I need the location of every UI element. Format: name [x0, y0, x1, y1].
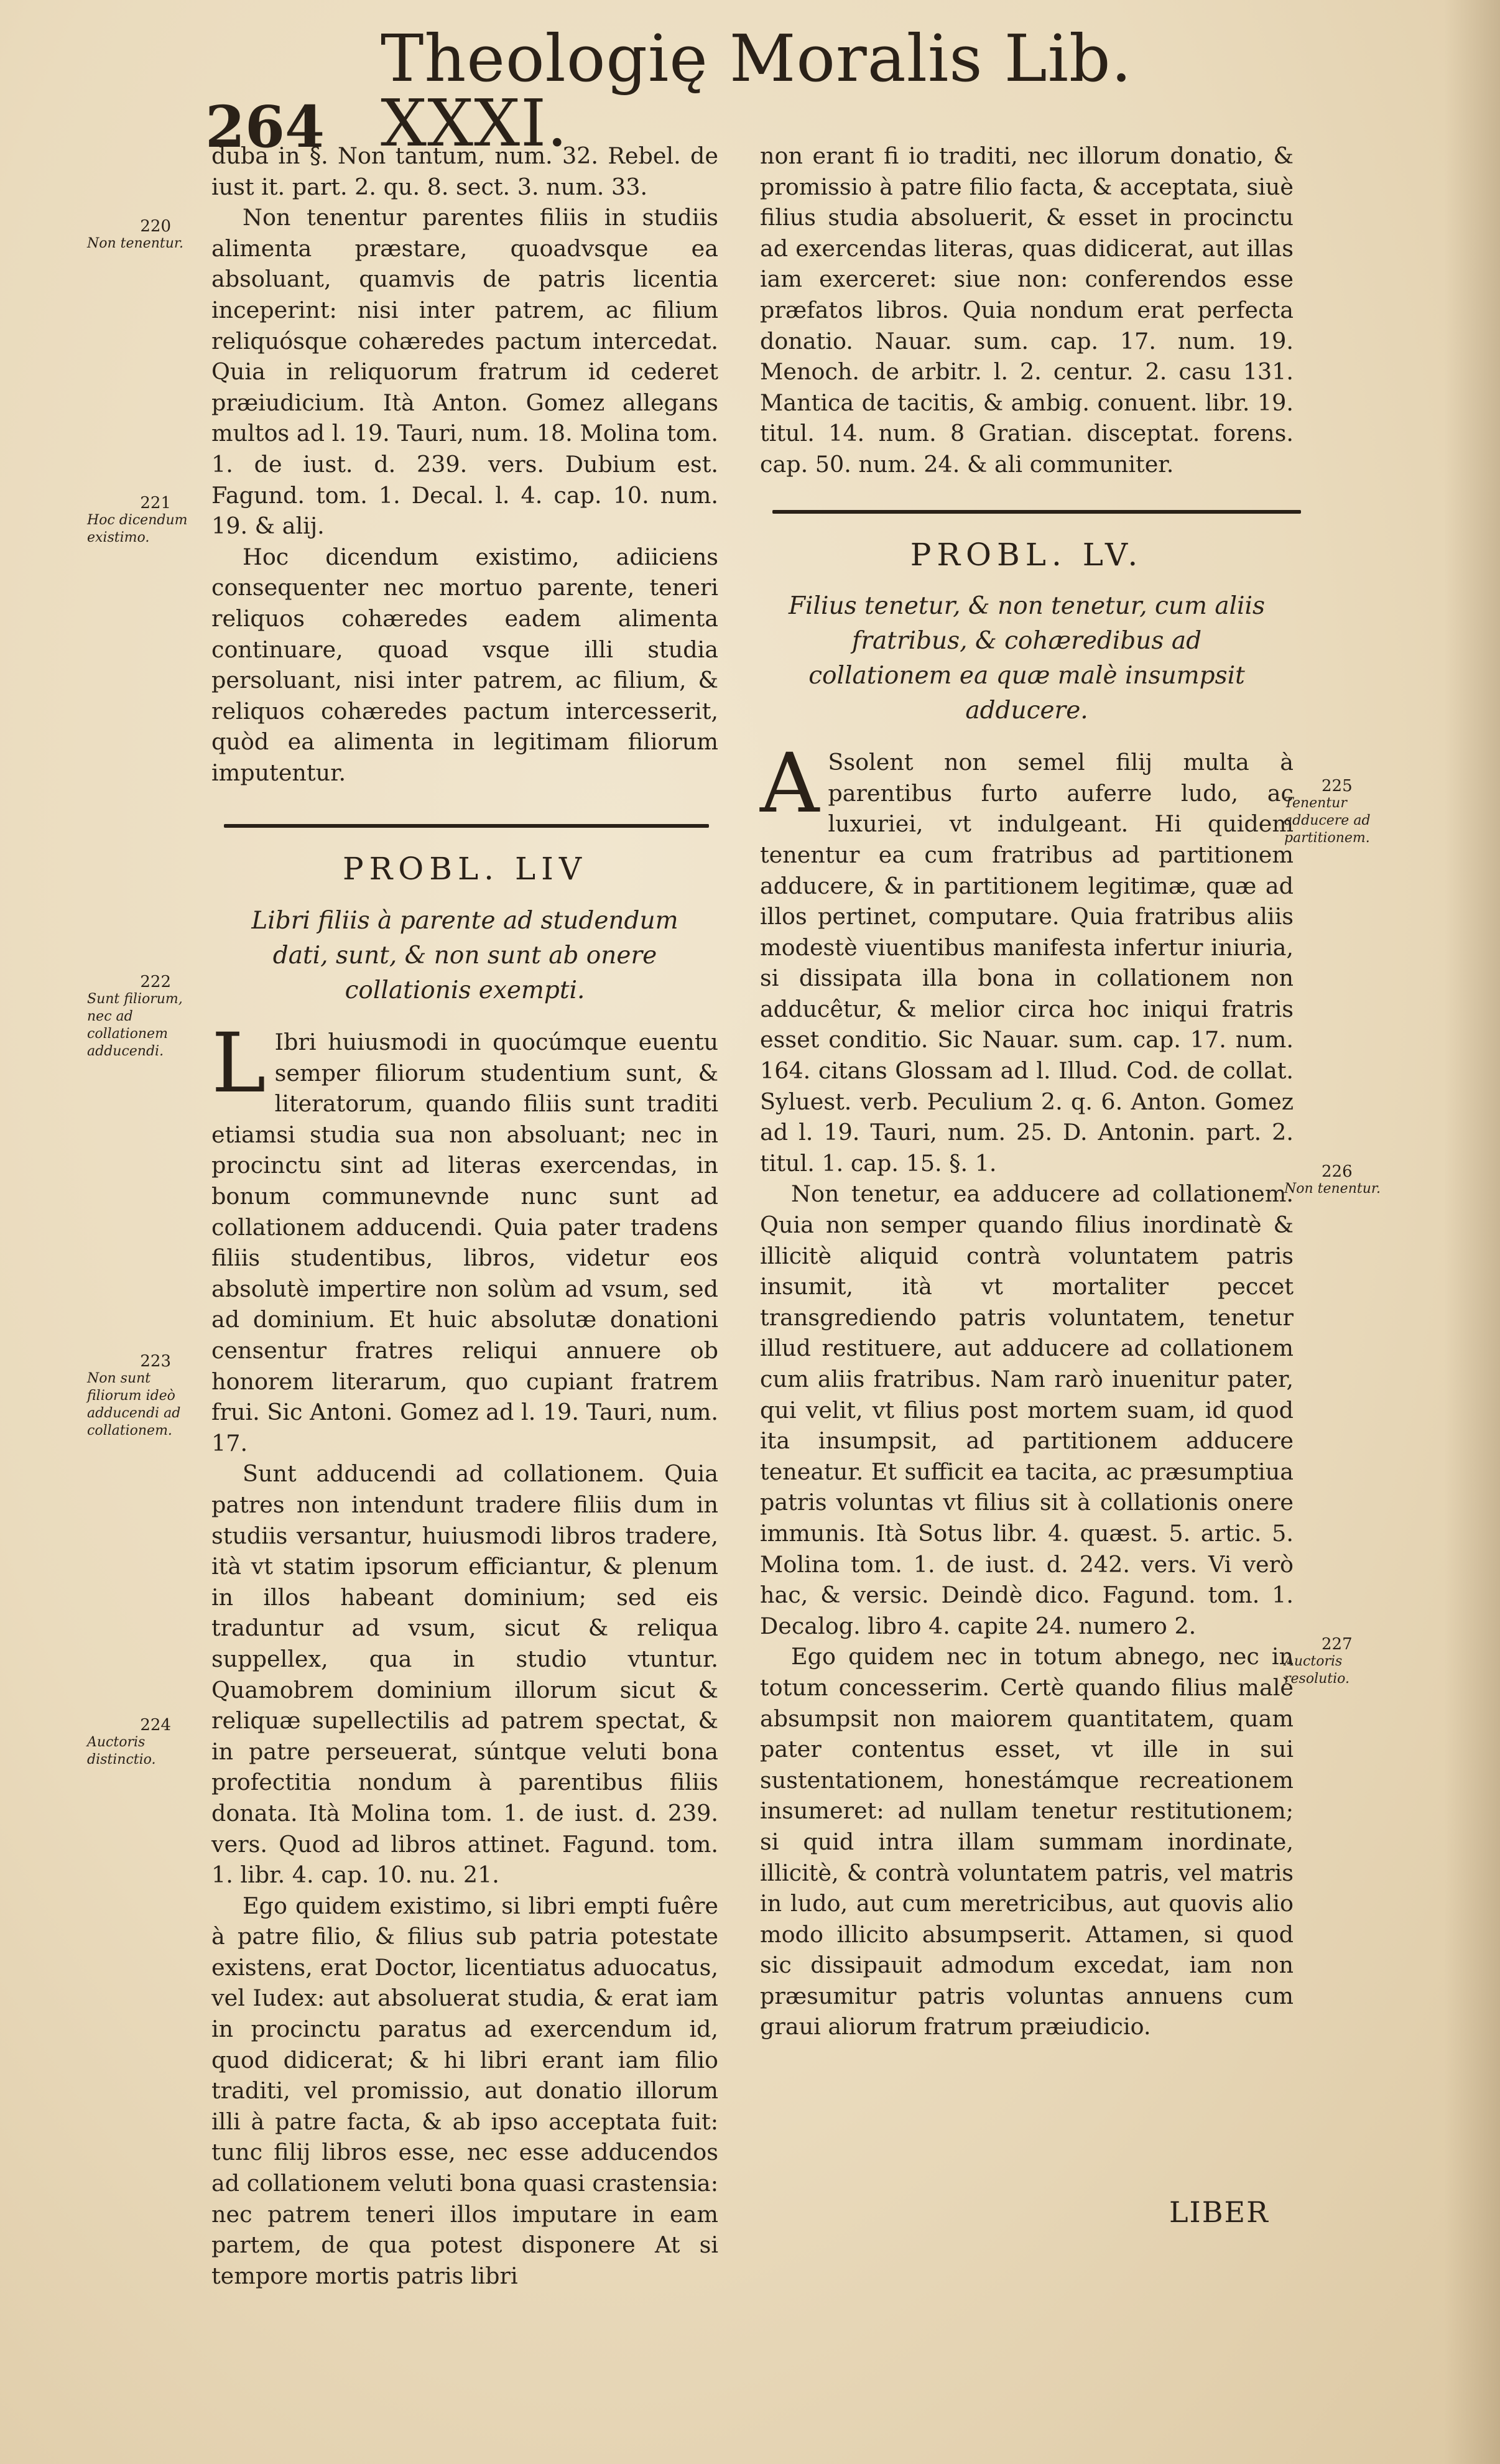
margin-note-number: 226	[1322, 1162, 1353, 1181]
margin-note-text: Hoc dicendum existimo.	[87, 512, 188, 545]
margin-note-number: 221	[140, 494, 171, 512]
paragraph-225-text: Ssolent non semel filij multa à parentibus furto auferre ludo, ac luxuriei, vt indulgeant. Hi quidem tenentur ea cum fratribus ad partitionem adducere, & in partitionem legitimæ, quæ ad illos pertinet, computare. Quia fratribus aliis modestè viuentibus manifesta infertur iniuria, si dissipata illa bona in collationem non adducêtur, & melior circa hoc iniqui fratris esset conditio. Sic Nauar. sum. cap. 17. num. 164. citans Glossam ad l. Illud. Cod. de collat. Syluest. verb. Peculium 2. q. 6. Anton. Gomez ad l. 19. Tauri, num. 25. D. Antonin. part. 2. titul. 1. cap. 15. §. 1.	[760, 749, 1294, 1177]
margin-note-text: Tenentur adducere ad partitionem.	[1284, 795, 1371, 846]
margin-note-text: Non tenentur.	[1284, 1181, 1381, 1197]
paragraph-continuation: non erant fi io traditi, nec illorum donatio, & promissio à patre filio facta, & acceptata, siuè filius studia absoluerit, & esset in procinctu ad exercendas literas, quas didicerat, aut illas iam exerceret: siue non: conferendos esse præfatos libros. Quia nondum erat perfecta donatio. Nauar. sum. cap. 17. num. 19. Menoch. de arbitr. l. 2. centur. 2. casu 131. Mantica de tacitis, & ambig. conuent. libr. 19. titul. 14. num. 8 Gratian. disceptat. forens. cap. 50. num. 24. & ali communiter.	[760, 142, 1294, 478]
margin-note-number: 220	[140, 217, 171, 236]
paragraph-223: Sunt adducendi ad collationem. Quia patres non intendunt tradere filiis dum in studiis versantur, huiusmodi libros tradere, ità vt statim ipsorum efficiantur, & plenum in illos habeant dominium; sed eis traduntur ad vsum, sicut & reliqua suppellex, qua in studio vtuntur. Quamobrem dominium illorum sicut & reliquæ supellectilis ad patrem spectat, & in patre perseuerat, súntque veluti bona profectitia nondum à parentibus filiis donata. Ità Molina tom. 1. de iust. d. 239. vers. Quod ad libros attinet. Fagund. tom. 1. libr. 4. cap. 10. nu. 21.	[211, 1460, 718, 1889]
page-number: 264	[205, 93, 325, 160]
margin-note-223	[87, 1353, 196, 1440]
paragraph-227: Ego quidem nec in totum abnego, nec in totum concesserim. Certè quando filius malè absumpsit non maiorem quantitatem, quam pater contentus esset, vt ille in sui sustentationem, honestámque recreationem insumeret: ad nullam tenetur restitutionem; si quid intra illam summam inordinate, illicitè, & contrà voluntatem patris, vel matris in ludo, aut cum meretricibus, aut quovis alio modo illicito absumpserit. Attamen, si quod sic dissipauit admodum excedat, iam non præsumitur patris voluntas annuens cum graui aliorum fratrum præiudicio.	[760, 1643, 1294, 2040]
problem-heading-54: PROBL. LIV	[342, 851, 588, 887]
margin-note-number: 224	[140, 1716, 171, 1735]
problem-subtitle-54: Libri filiis à parente ad studendum dati, sunt, & non sunt ab onere collationis exempti.	[251, 907, 678, 1005]
margin-note-number: 227	[1322, 1635, 1353, 1654]
right-column	[760, 141, 1294, 2042]
paragraph-221: Hoc dicendum existimo, adiiciens consequenter nec mortuo parente, teneri reliquos cohæredes eadem alimenta continuare, quoad vsque illi studia persoluant, nisi inter patrem, ac filium, & reliquos cohæredes pactum intercesserit, quòd ea alimenta in legitimam filiorum imputentur.	[211, 543, 718, 786]
running-head: Theologię Moralis Lib. XXXI.	[381, 21, 1132, 161]
paragraph-222-text: Ibri huiusmodi in quocúmque euentu semper filiorum studentium sunt, & literatorum, quando filiis sunt traditi etiamsi studia sua non absoluant; nec in procinctu sint ad literas exercendas, in bonum communevnde nunc sunt ad collationem adducendi. Quia pater tradens filiis studentibus, libros, videtur eos absolutè impertire non solùm ad vsum, sed ad dominium. Et huic absolutæ donationi censentur fratres reliqui annuere ob honorem literarum, quo cupiant fratrem frui. Sic Antoni. Gomez ad l. 19. Tauri, num. 17.	[211, 1029, 718, 1457]
problem-subtitle-55: Filius tenetur, & non tenetur, cum aliis fratribus, & cohæredibus ad collationem ea quæ malè insumpsit adducere.	[788, 592, 1266, 725]
margin-note-225	[1284, 777, 1393, 847]
catchword: LIBER	[1169, 2195, 1269, 2229]
margin-note-222	[87, 973, 196, 1060]
paragraph-226: Non tenetur, ea adducere ad collationem. Quia non semper quando filius inordinatè & illicitè aliquid contrà voluntatem patris insumit, ità vt mortaliter peccet transgrediendo patris voluntatem, tenetur illud restituere, aut adducere ad collationem cum aliis fratribus. Nam rarò inuenitur pater, qui velit, vt filius post mortem suam, id quod ita insumpsit, ad partitionem adducere teneatur. Et sufficit ea tacita, ac præsumptiua patris voluntas vt filius sit à collationis onere immunis. Ità Sotus libr. 4. quæst. 5. artic. 5. Molina tom. 1. de iust. d. 242. vers. Vi verò hac, & versic. Deindè dico. Fagund. tom. 1. Decalog. libro 4. capite 24. numero 2.	[760, 1180, 1294, 1639]
drop-cap-letter: L	[211, 1016, 266, 1112]
margin-note-text: Non tenentur.	[87, 236, 183, 251]
paragraph-225	[760, 736, 1294, 1179]
section-rule	[224, 824, 709, 828]
margin-note-text: Sunt filiorum, nec ad collationem adducendi.	[87, 991, 183, 1059]
margin-note-227	[1284, 1636, 1393, 1688]
margin-note-226	[1284, 1163, 1393, 1198]
paragraph-220: Non tenentur parentes filiis in studiis alimenta præstare, quoadvsque ea absoluant, quamvis de patris licentia inceperint: nisi inter patrem, ac filium reliquósque cohæredes pactum intercedat. Quia in reliquorum fratrum id cederet præiudicium. Ità Anton. Gomez allegans multos ad l. 19. Tauri, num. 18. Molina tom. 1. de iust. d. 239. vers. Dubium est. Fagund. tom. 1. Decal. l. 4. cap. 10. num. 19. & alij.	[211, 204, 718, 540]
paragraph-citation-continuation: duba in §. Non tantum, num. 32. Rebel. de iust it. part. 2. qu. 8. sect. 3. num. 33.	[211, 142, 718, 200]
margin-note-text: Auctoris distinctio.	[87, 1735, 156, 1767]
section-rule	[772, 510, 1301, 514]
margin-note-text: Non sunt filiorum ideò adducendi ad collationem.	[87, 1371, 181, 1438]
margin-note-224	[87, 1716, 196, 1769]
paragraph-222	[211, 1016, 718, 1458]
problem-heading-55: PROBL. LV.	[910, 536, 1144, 573]
margin-note-text: Auctoris resolutio.	[1284, 1654, 1350, 1687]
margin-note-221	[87, 494, 196, 547]
margin-note-number: 222	[140, 973, 171, 991]
margin-note-number: 223	[140, 1352, 171, 1371]
margin-note-number: 225	[1322, 777, 1353, 795]
margin-note-220	[87, 218, 196, 252]
left-column	[211, 141, 718, 2291]
drop-cap-letter: A	[760, 736, 820, 832]
paragraph-224: Ego quidem existimo, si libri empti fuêre à patre filio, & filius sub patria potestate existens, erat Doctor, licentiatus aduocatus, vel Iudex: aut absoluerat studia, & erat iam in procinctu paratus ad exercendum id, quod didicerat; & hi libri erant iam filio traditi, vel promissio, aut donatio illorum illi à patre facta, & ab ipso acceptata fuit: tunc filij libros esse, nec esse adducendos ad collationem veluti bona quasi crastensia: nec patrem teneri illos imputare in eam partem, de qua potest disponere At si tempore mortis patris libri	[211, 1892, 718, 2289]
